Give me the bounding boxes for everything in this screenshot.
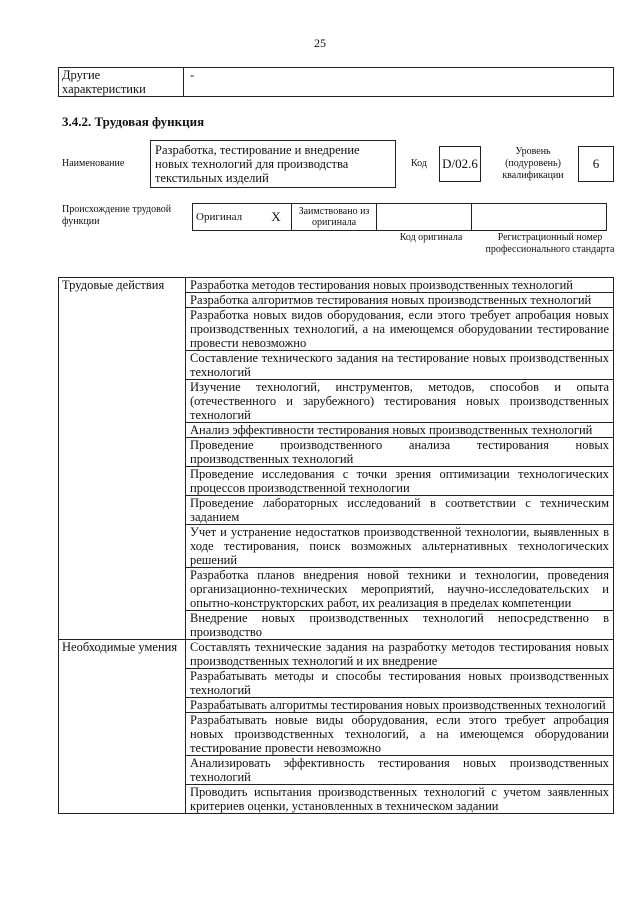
original-mark: X (261, 204, 292, 231)
registration-number-cell (472, 204, 607, 231)
original-label: Оригинал (193, 204, 262, 231)
table-row (59, 640, 614, 669)
labor-action-item: Разработка планов внедрения новой техники и технологии, проведения организационно-технических мероприятий, научно-исследовательских и опытно-конструкторских работ, их реализация в пределах компетенции (186, 568, 614, 611)
labor-action-item: Анализ эффективности тестирования новых производственных технологий (186, 423, 614, 438)
code-label: Код (411, 158, 427, 169)
labor-action-item: Разработка методов тестирования новых производственных технологий (186, 278, 614, 293)
skills-label: Необходимые умения (59, 640, 186, 814)
name-label: Наименование (62, 158, 125, 169)
section-title: 3.4.2. Трудовая функция (62, 114, 205, 129)
other-characteristics-value: - (184, 68, 614, 97)
labor-action-item: Проведение исследования с точки зрения оптимизации технологических процессов производственной технологии (186, 467, 614, 496)
page-number: 25 (314, 36, 326, 50)
borrowed-label: Заимствовано из оригинала (292, 204, 377, 231)
skill-item: Разрабатывать методы и способы тестирования новых производственных технологий (186, 669, 614, 698)
origin-label: Происхождение трудовой функции (62, 204, 172, 227)
skill-item: Разрабатывать новые виды оборудования, если этого требует апробация новых производственных технологий, а на имеющемся оборудовании тестирование провести невозможно (186, 713, 614, 756)
labor-action-item: Составление технического задания на тестирование новых производственных технологий (186, 351, 614, 380)
table-row (59, 278, 614, 293)
labor-function-table (58, 277, 614, 814)
labor-actions-label: Трудовые действия (59, 278, 186, 640)
other-characteristics-table (58, 67, 614, 97)
skill-item: Разрабатывать алгоритмы тестирования новых производственных технологий (186, 698, 614, 713)
labor-action-item: Внедрение новых производственных технологий непосредственно в производство (186, 611, 614, 640)
labor-action-item: Проведение лабораторных исследований в соответствии с техническим заданием (186, 496, 614, 525)
other-characteristics-label: Другие характеристики (59, 68, 184, 97)
qualification-level-label: Уровень (подуровень) квалификации (502, 146, 564, 181)
function-code-value: D/02.6 (439, 146, 481, 182)
qualification-level-value: 6 (578, 146, 614, 182)
skill-item: Составлять технические задания на разработку методов тестирования новых производственных технологий и их внедрение (186, 640, 614, 669)
function-name-value: Разработка, тестирование и внедрение новых технологий для производства текстильных изделий (150, 140, 396, 188)
labor-action-item: Изучение технологий, инструментов, методов, способов и опыта (отечественного и зарубежного) тестирования новых производственных технологий (186, 380, 614, 423)
skill-item: Проводить испытания производственных технологий с учетом заявленных критериев оценки, установленных в техническом задании (186, 785, 614, 814)
origin-table (192, 203, 607, 231)
labor-action-item: Разработка новых видов оборудования, если этого требует апробация новых производственных технологий, а на имеющемся оборудовании тестирование провести невозможно (186, 308, 614, 351)
labor-action-item: Проведение производственного анализа тестирования новых производственных технологий (186, 438, 614, 467)
original-code-label: Код оригинала (399, 232, 463, 243)
registration-number-label: Регистрационный номер профессионального стандарта (485, 232, 615, 255)
original-code-cell (377, 204, 472, 231)
labor-action-item: Учет и устранение недостатков производственной технологии, выявленных в ходе тестирования, поиск возможных альтернативных технологических решений (186, 525, 614, 568)
labor-action-item: Разработка алгоритмов тестирования новых производственных технологий (186, 293, 614, 308)
skill-item: Анализировать эффективность тестирования новых производственных технологий (186, 756, 614, 785)
